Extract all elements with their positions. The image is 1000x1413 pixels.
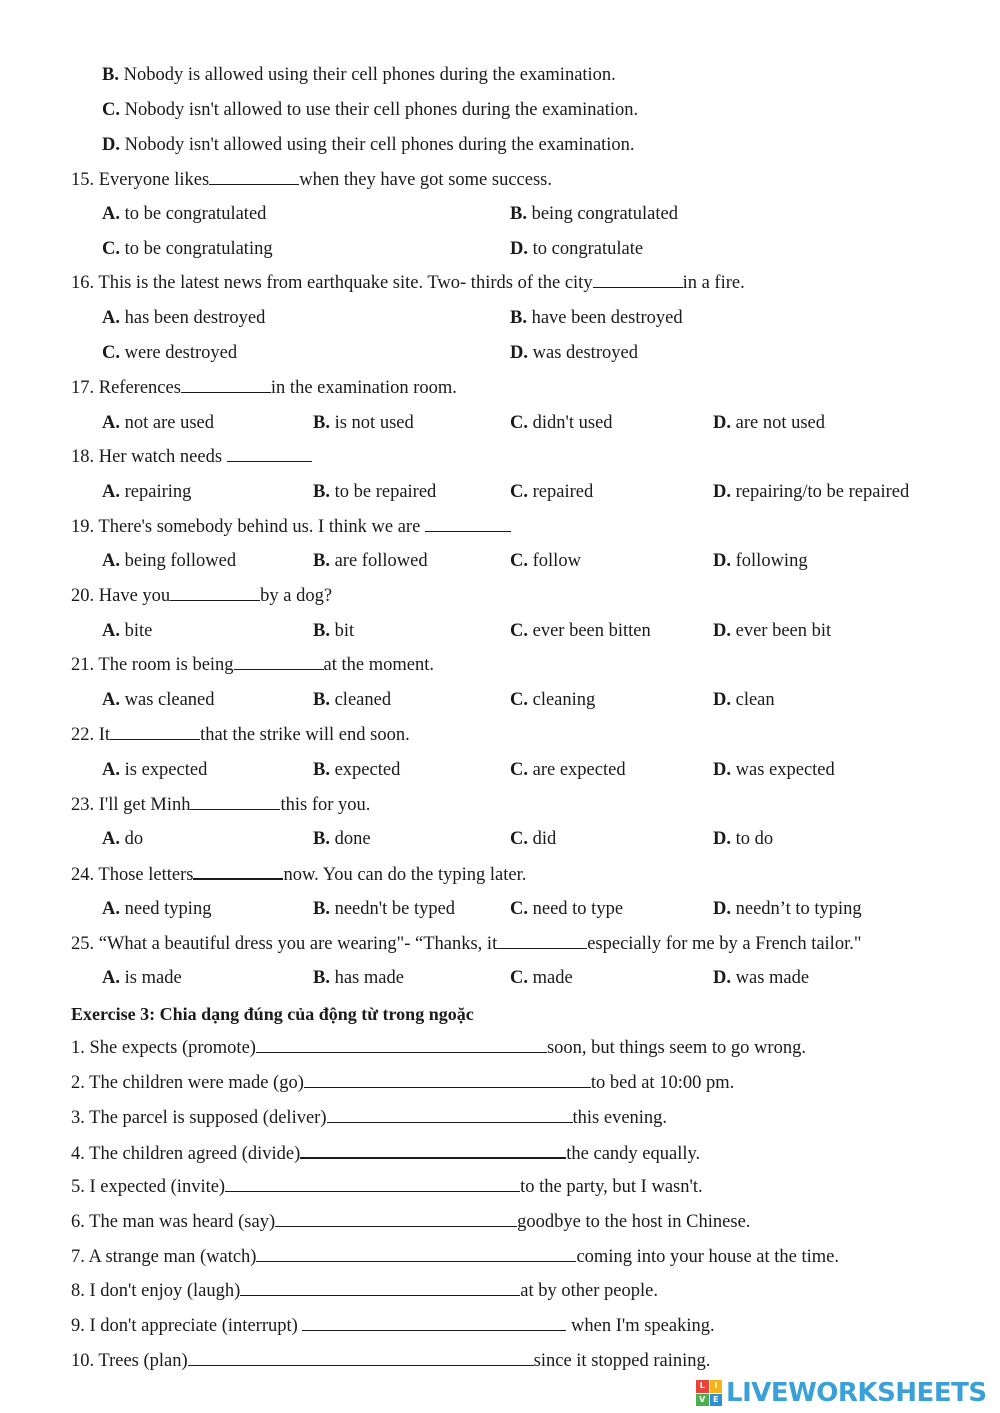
question-24: 24. Those letters now. You can do the typing later. [71,859,991,889]
option-d[interactable]: D. repairing/to be repaired [713,482,910,502]
option-a[interactable]: A. being followed [102,551,237,571]
option-b[interactable]: B. bit [313,621,355,641]
answer-blank[interactable] [170,581,260,601]
answer-blank[interactable] [425,512,511,532]
option-d[interactable]: D. to congratulate [510,239,644,259]
q16-options-row2 [0,338,1000,368]
option-b[interactable]: B. has made [313,968,404,988]
answer-blank[interactable] [256,1242,576,1262]
liveworksheets-brand: LIVEWORKSHEETS [726,1378,987,1408]
option-b[interactable]: B. have been destroyed [510,308,683,328]
option-b[interactable]: B. to be repaired [313,482,437,502]
option-a[interactable]: A. repairing [102,482,192,502]
option-a[interactable]: A. was cleaned [102,690,215,710]
q24-options [0,894,1000,924]
ex3-item-9: 9. I don't appreciate (interrupt) when I'm speaking. [71,1311,991,1341]
answer-blank[interactable] [304,1068,591,1088]
option-a[interactable]: A. not are used [102,413,215,433]
option-c[interactable]: C. did [510,829,557,849]
answer-blank[interactable] [227,442,312,462]
exercise-3-heading: Exercise 3: Chia dạng đúng của động từ trong ngoặc [71,1004,474,1024]
question-23: 23. I'll get Minh this for you. [71,790,991,820]
option-d[interactable]: D. clean [713,690,775,710]
option-d[interactable]: D. was expected [713,760,835,780]
q20-options [0,616,1000,646]
answer-blank[interactable] [300,1138,566,1159]
option-d[interactable]: D. are not used [713,413,826,433]
option-c[interactable]: C. need to type [510,899,624,919]
ex3-item-1: 1. She expects (promote) soon, but things seem to go wrong. [71,1033,991,1063]
ex3-item-8: 8. I don't enjoy (laugh) at by other people. [71,1276,991,1306]
option-d[interactable]: D. was destroyed [510,343,638,363]
option-b[interactable]: B. being congratulated [510,204,678,224]
answer-blank[interactable] [302,1311,566,1331]
question-18: 18. Her watch needs [71,442,991,472]
ex3-item-3: 3. The parcel is supposed (deliver) this evening. [71,1103,991,1133]
answer-blank[interactable] [327,1103,573,1123]
answer-blank[interactable] [240,1276,520,1296]
option-b[interactable]: B. expected [313,760,401,780]
option-a[interactable]: A. need typing [102,899,212,919]
question-20: 20. Have you by a dog? [71,581,991,611]
option-c[interactable]: C. were destroyed [102,343,238,363]
answer-blank[interactable] [110,720,200,740]
ex3-item-2: 2. The children were made (go) to bed at 10:00 pm. [71,1068,991,1098]
question-22: 22. It that the strike will end soon. [71,720,991,750]
option-b[interactable]: B. are followed [313,551,428,571]
answer-blank[interactable] [275,1207,517,1227]
ex3-item-5: 5. I expected (invite) to the party, but I wasn't. [71,1172,991,1202]
option-c[interactable]: C. follow [510,551,581,571]
option-d[interactable]: D. following [713,551,808,571]
q19-options [0,546,1000,576]
answer-blank[interactable] [256,1033,547,1053]
option-a[interactable]: A. is expected [102,760,208,780]
q15-options-row1 [0,199,1000,229]
q17-options [0,408,1000,438]
q14-option-c: C. Nobody isn't allowed to use their cell phones during the examination. [102,100,639,120]
question-19: 19. There's somebody behind us. I think we are [71,512,991,542]
question-15: 15. Everyone likes when they have got some success. [71,165,991,195]
answer-blank[interactable] [225,1172,520,1192]
q16-options-row1 [0,303,1000,333]
liveworksheets-logo-icon: L I V E [696,1380,722,1406]
question-16: 16. This is the latest news from earthquake site. Two- thirds of the city in a fire. [71,268,991,298]
q25-options [0,963,1000,993]
liveworksheets-footer [696,1376,996,1410]
q14-option-b: B. Nobody is allowed using their cell phones during the examination. [102,65,616,85]
q21-options [0,685,1000,715]
answer-blank[interactable] [497,929,587,949]
ex3-item-4: 4. The children agreed (divide) the candy equally. [71,1138,991,1168]
option-a[interactable]: A. has been destroyed [102,308,266,328]
option-a[interactable]: A. do [102,829,144,849]
ex3-item-7: 7. A strange man (watch) coming into your house at the time. [71,1242,991,1272]
question-25: 25. “What a beautiful dress you are wearing"- “Thanks, it especially for me by a French tailor." [71,929,991,959]
answer-blank[interactable] [193,859,283,880]
option-c[interactable]: C. cleaning [510,690,596,710]
option-c[interactable]: C. repaired [510,482,594,502]
q23-options [0,824,1000,854]
option-b[interactable]: B. is not used [313,413,414,433]
option-c[interactable]: C. ever been bitten [510,621,651,641]
option-d[interactable]: D. was made [713,968,810,988]
answer-blank[interactable] [593,268,683,288]
ex3-item-6: 6. The man was heard (say) goodbye to the host in Chinese. [71,1207,991,1237]
answer-blank[interactable] [190,790,280,810]
option-a[interactable]: A. to be congratulated [102,204,267,224]
option-c[interactable]: C. made [510,968,573,988]
q15-options-row2 [0,234,1000,264]
option-c[interactable]: C. are expected [510,760,626,780]
option-c[interactable]: C. to be congratulating [102,239,273,259]
option-b[interactable]: B. done [313,829,371,849]
option-a[interactable]: A. bite [102,621,153,641]
option-b[interactable]: B. needn't be typed [313,899,456,919]
question-17: 17. References in the examination room. [71,373,991,403]
answer-blank[interactable] [181,373,271,393]
answer-blank[interactable] [234,650,324,670]
option-d[interactable]: D. ever been bit [713,621,832,641]
ex3-item-10: 10. Trees (plan) since it stopped raining. [71,1346,991,1376]
option-c[interactable]: C. didn't used [510,413,613,433]
q18-options [0,477,1000,507]
option-a[interactable]: A. is made [102,968,182,988]
answer-blank[interactable] [209,165,299,185]
answer-blank[interactable] [188,1346,534,1366]
option-d[interactable]: D. needn’t to typing [713,899,862,919]
option-b[interactable]: B. cleaned [313,690,392,710]
q22-options [0,755,1000,785]
q14-option-d: D. Nobody isn't allowed using their cell phones during the examination. [102,135,635,155]
option-d[interactable]: D. to do [713,829,774,849]
question-21: 21. The room is being at the moment. [71,650,991,680]
